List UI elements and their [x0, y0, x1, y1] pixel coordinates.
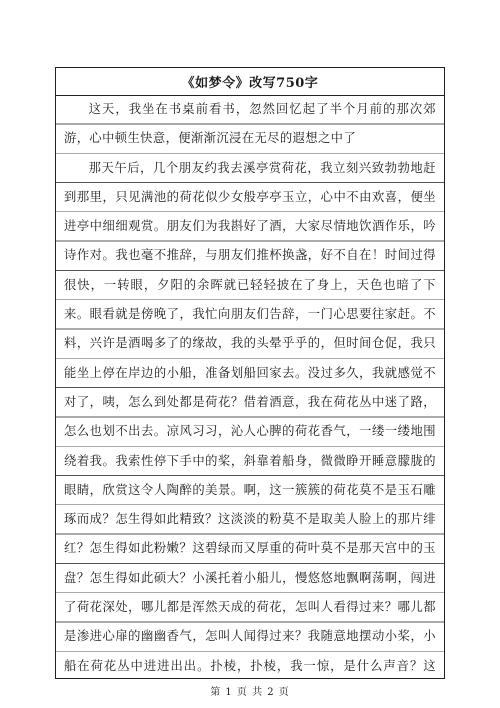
- paragraph-1: 这天，我坐在书桌前看书，忽然回忆起了半个月前的那次郊游，心中顿生快意，便渐渐沉浸在无尽的遐想之中了: [64, 102, 436, 146]
- document-frame: [55, 67, 445, 679]
- document-title: 《如梦令》改写750字: [56, 68, 444, 96]
- document-body: [56, 95, 444, 678]
- paragraph-2: 那天午后，几个朋友约我去溪亭赏荷花，我立刻兴致勃勃地赶到那里，只见满池的荷花似少女般亭亭玉立，心中不由欢喜，便坐进亭中细细观赏。朋友们为我斟好了酒，大家尽情地饮酒作乐，吟诗作对。我也毫不推辞，与朋友们推杯换盏，好不自在！时间过得很快，一转眼，夕阳的余晖就已轻轻披在了身上，天色也暗了下来。眼看就是傍晚了，我忙向朋友们告辞，一门心思要往家赶。不料，兴许是酒喝多了的缘故，我的头晕乎乎的，但时间仓促，我只能坐上停在岸边的小船，准备划船回家去。没过多久，我就感觉不对了，咦，怎么到处都是荷花？借着酒意，我在荷花丛中迷了路，怎么也划不出去。凉风习习，沁人心脾的荷花香气，一缕一缕地围绕着我。我索性停下手中的桨，斜靠着船身，微微睁开睡意朦胧的眼睛，欣赏这令人陶醉的美景。啊，这一簇簇的荷花莫不是玉石雕琢而成？怎生得如此精致？这淡淡的粉莫不是取美人脸上的那片绯红？怎生得如此粉嫩？这碧绿而又厚重的荷叶莫不是那天宫中的玉盘？怎生得如此硕大？小溪托着小船儿，慢悠悠地飘啊荡啊，闯进了荷花深处，哪儿都是浑然天成的荷花，怎叫人看得过来？哪儿都是渗进心扉的幽幽香气，怎叫人闻得过来？我随意地摆动小桨，小船在荷花丛中进进出出。扑棱，扑棱，我一惊，是什么声音？这: [64, 160, 436, 673]
- page-number: 第 1 页 共 2 页: [210, 687, 290, 698]
